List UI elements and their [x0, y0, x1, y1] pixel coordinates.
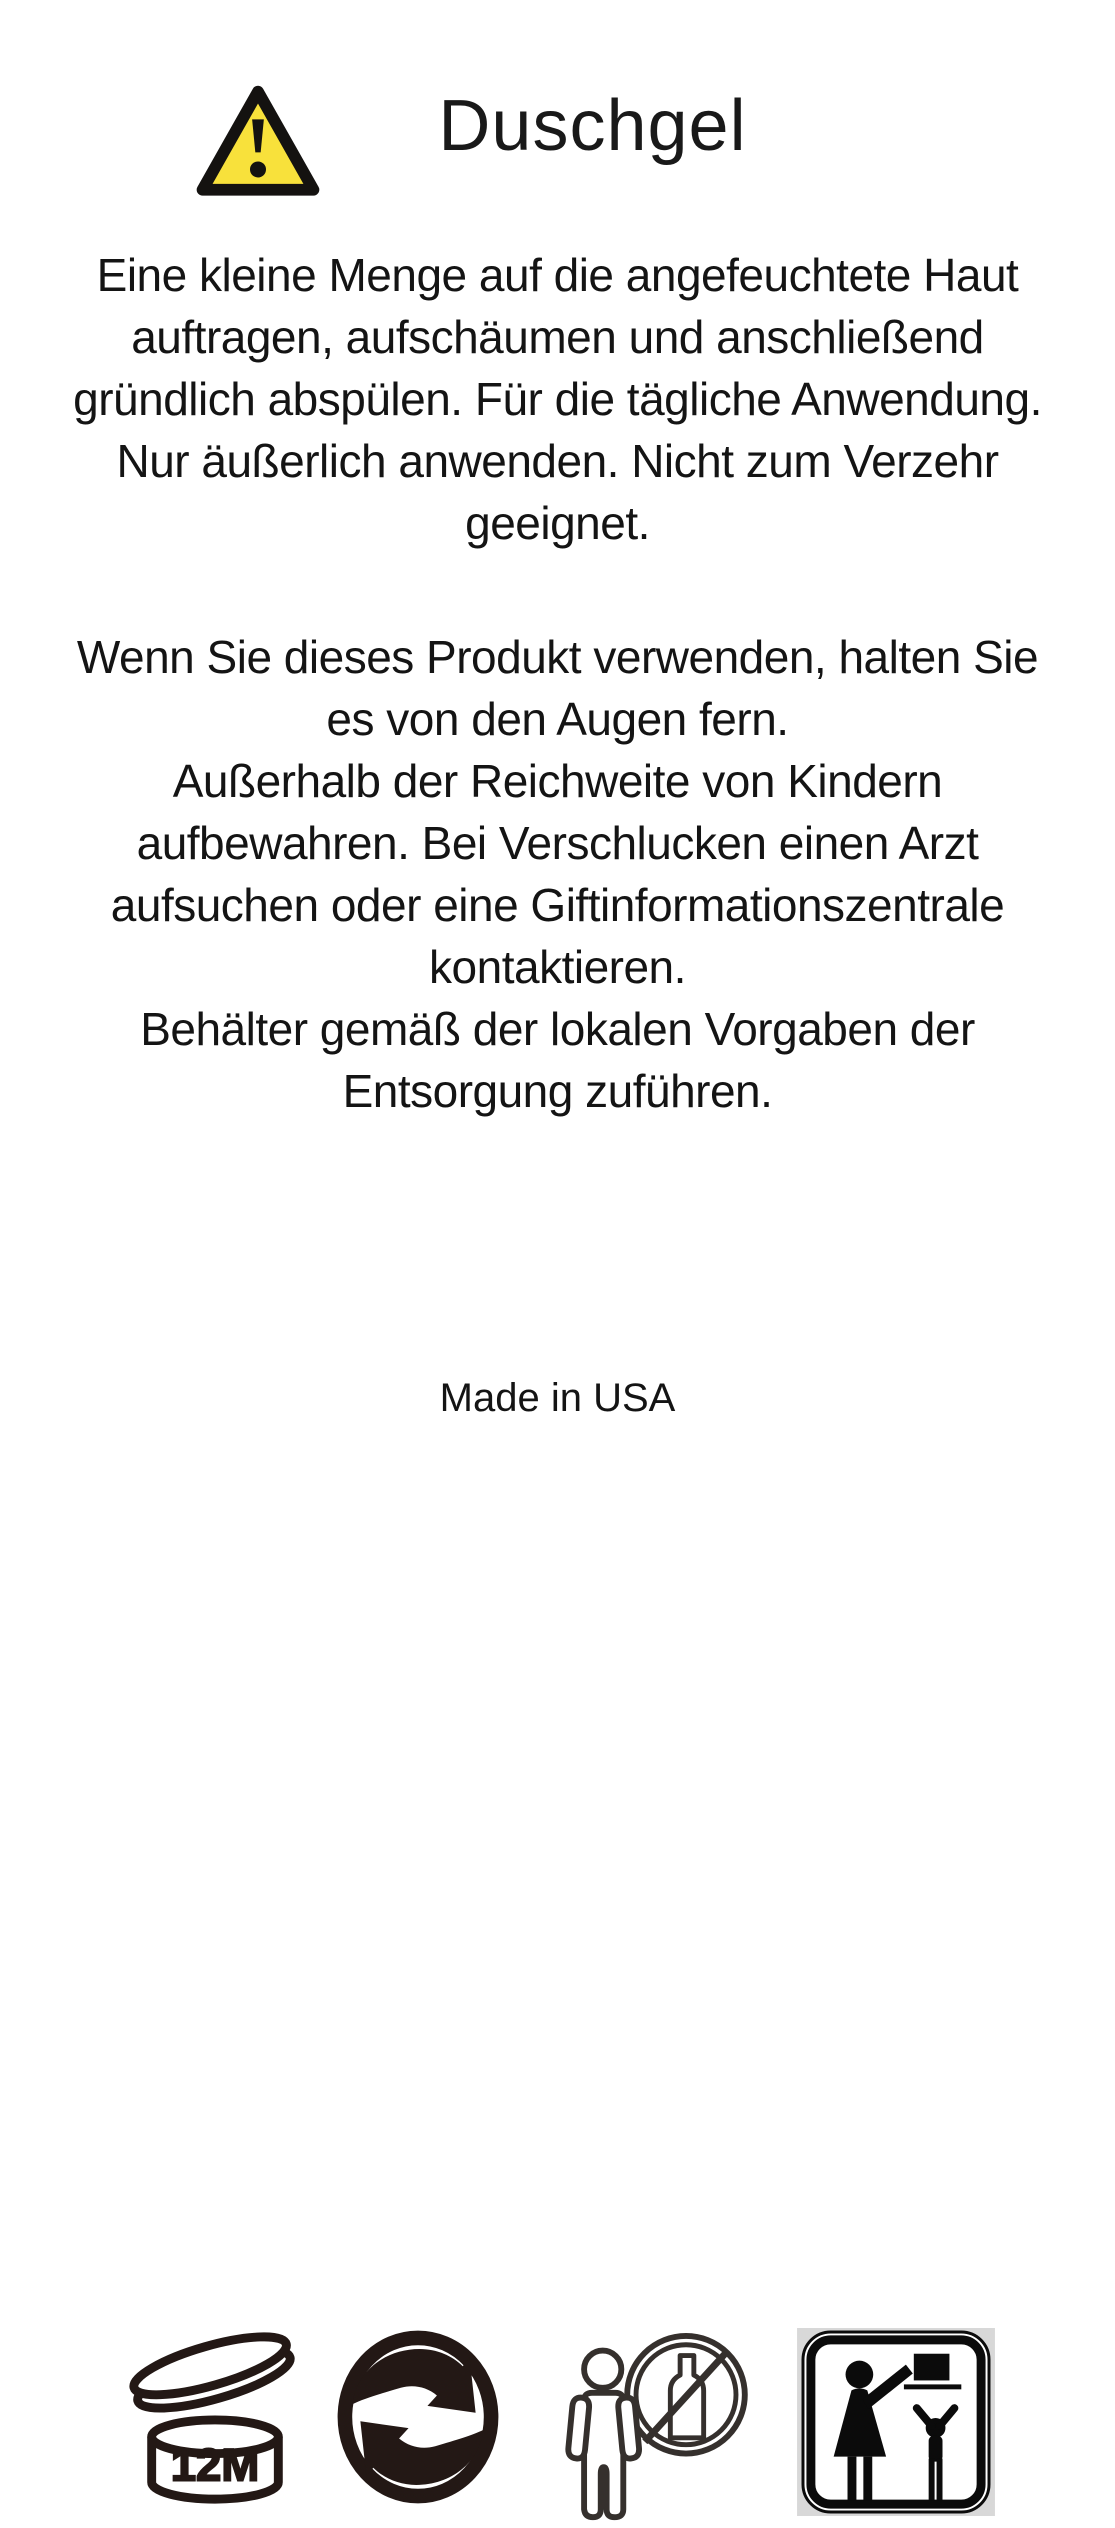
instructions-paragraph [0, 244, 1115, 554]
warning-line: kontaktieren. [429, 941, 686, 993]
page-title: Duschgel [438, 86, 747, 166]
warning-line: aufbewahren. Bei Verschlucken einen Arzt [136, 817, 979, 869]
made-in-usa-text: Made in USA [439, 1376, 676, 1420]
instruction-line: gründlich abspülen. Für die tägliche Anwendung. [73, 373, 1042, 425]
warning-line: Entsorgung zuführen. [342, 1065, 773, 1117]
warning-line: Außerhalb der Reichweite von Kindern [172, 755, 943, 807]
do-not-drink-svg [556, 2332, 768, 2528]
warning-line: es von den Augen fern. [326, 693, 789, 745]
warning-line: Wenn Sie dieses Produkt verwenden, halten Sie [76, 631, 1039, 683]
instruction-line: Eine kleine Menge auf die angefeuchtete Haut [96, 249, 1019, 301]
warning-line: aufsuchen oder eine Giftinformationszentrale [110, 879, 1005, 931]
instruction-line: geeignet. [465, 497, 650, 549]
instruction-line: Nur äußerlich anwenden. Nicht zum Verzehr [116, 435, 999, 487]
keep-away-from-children-svg [797, 2328, 995, 2516]
period-after-opening-label: 12M [170, 2439, 260, 2491]
keep-away-from-children-icon [797, 2328, 995, 2516]
period-after-opening-jar-icon [116, 2324, 314, 2510]
warning-line: Behälter gemäß der lokalen Vorgaben der [140, 1003, 975, 1055]
instruction-line: auftragen, aufschäumen und anschließend [131, 311, 984, 363]
warnings-paragraph [0, 626, 1115, 1122]
green-dot-svg [332, 2324, 504, 2510]
period-after-opening-svg [116, 2324, 314, 2510]
do-not-drink-icon [556, 2332, 768, 2528]
green-dot-recycling-icon [332, 2324, 504, 2510]
